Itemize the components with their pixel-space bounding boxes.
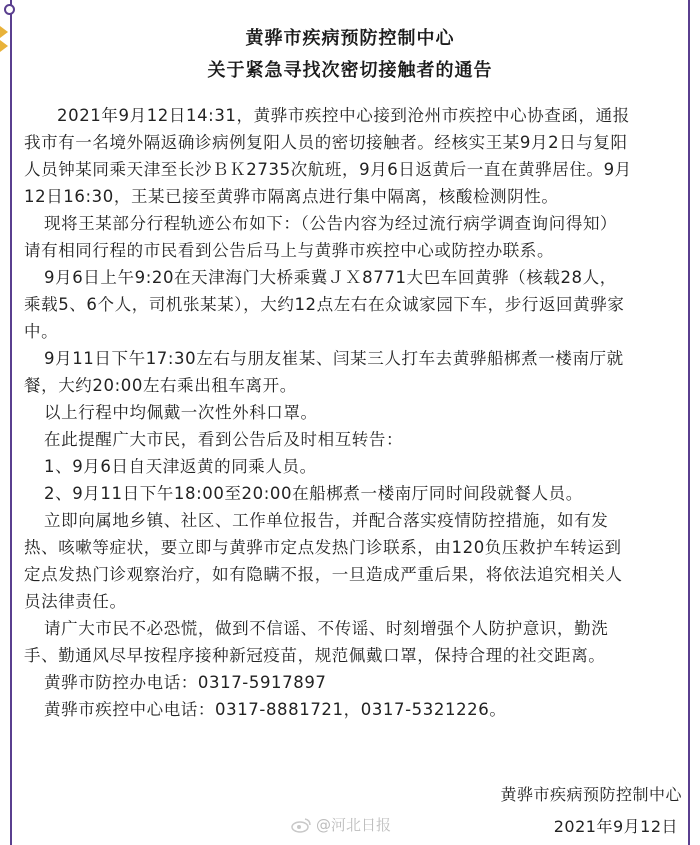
weibo-icon: [290, 817, 312, 833]
paragraph-reminder: 在此提醒广大市民，看到公告后及时相互转告：: [44, 430, 404, 449]
paragraph-mask: 以上行程中均佩戴一次性外科口罩。: [44, 403, 318, 422]
left-border: [10, 0, 12, 845]
paragraph-itinerary-sep11: 9月11日下午17:30左右与朋友崔某、闫某三人打车去黄骅船梆煮一楼南厅就 餐，大约20:00左右乘出租车离开。: [24, 349, 624, 395]
paragraph-advice: 请广大市民不必恐慌，做到不信谣、不传谣、时刻增强个人防护意识，勤洗 手、勤通风尽早按程序接种新冠疫苗，规范佩戴口罩，保持合理的社交距离。: [24, 619, 609, 665]
paragraph-instructions: 立即向属地乡镇、社区、工作单位报告，并配合落实疫情防控措施，如有发 热、咳嗽等症状，要立即与黄骅市定点发热门诊联系，由120负压救护车转运到 定点发热门诊观察治疗，如有隐瞒不报，一旦造成严重后果，将依法追究相关人 员法律责任。: [24, 511, 623, 611]
paragraph-itinerary-intro: 现将王某部分行程轨迹公布如下：（公告内容为经过流行病学调查询问得知） 请有相同行程的市民看到公告后马上与黄骅市疾控中心或防控办联系。: [24, 214, 618, 260]
signature-date: 2021年9月12日: [553, 817, 678, 836]
paragraph-intro: 2021年9月12日14:31，黄骅市疾控中心接到沧州市疾控中心协查函，通报 我市有一名境外隔返确诊病例复阳人员的密切接触者。经核实王某9月2日与复阳 人员钟某同乘天津至长沙ＢＫ2735次航班，9月6日返黄后一直在黄骅居住。9月 12日16:30，王某已接至黄骅市隔离点进行集中隔离，核酸检测阴性。: [24, 106, 632, 206]
contact-prevention-office: 黄骅市防控办电话：0317-5917897: [44, 673, 327, 692]
list-item-1: 1、9月6日自天津返黄的同乘人员。: [44, 457, 317, 476]
list-item-2: 2、9月11日下午18:00至20:00在船梆煮一楼南厅同时间段就餐人员。: [44, 484, 583, 503]
contact-cdc: 黄骅市疾控中心电话：0317-8881721，0317-5321226。: [44, 700, 507, 719]
corner-ornament-icon: [4, 4, 15, 15]
paragraph-itinerary-sep6: 9月6日上午9:20在天津海门大桥乘冀ＪＸ8771大巴车回黄骅（核载28人， 乘载5、6个人，司机张某某），大约12点左右在众诚家园下车，步行返回黄骅家 中。: [24, 268, 625, 341]
watermark: [290, 814, 391, 835]
notice-title-subject: 关于紧急寻找次密切接触者的通告: [207, 60, 493, 81]
watermark-text: @河北日报: [316, 816, 392, 834]
signature-org: 黄骅市疾病预防控制中心: [500, 785, 682, 804]
notice-title-org: 黄骅市疾病预防控制中心: [245, 28, 455, 49]
right-border: [688, 0, 690, 845]
